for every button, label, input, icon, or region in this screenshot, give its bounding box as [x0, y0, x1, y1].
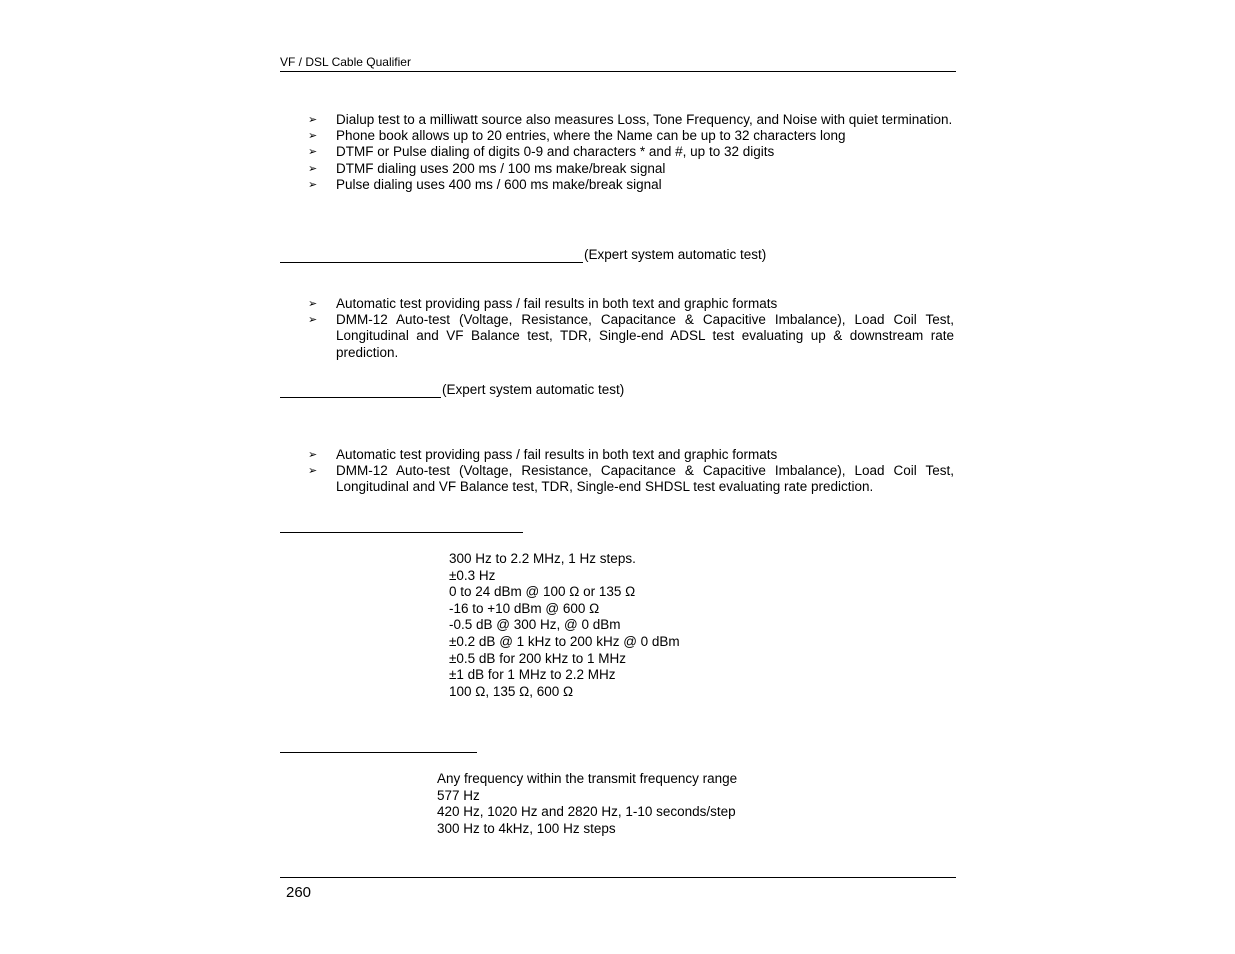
list-item: ➢ Automatic test providing pass / fail results in both text and graphic formats [308, 447, 778, 462]
section-heading-underline [280, 752, 477, 753]
spec-value: -0.5 dB @ 300 Hz, @ 0 dBm [449, 617, 621, 633]
list-item: ➢ DMM-12 Auto-test (Voltage, Resistance, Capacitance & Capacitive Imbalance), Load Coil Test, Longitudinal and VF Balance test, TDR, Single-end SHDSL test evaluating rate prediction. [308, 463, 954, 495]
spec-value: -16 to +10 dBm @ 600 Ω [449, 600, 600, 616]
spec-value: 420 Hz, 1020 Hz and 2820 Hz, 1-10 seconds/step [437, 804, 736, 820]
spec-value: ±0.5 dB for 200 kHz to 1 MHz [449, 650, 626, 666]
spec-value: 577 Hz [437, 787, 480, 803]
spec-value: Any frequency within the transmit frequency range [437, 771, 738, 786]
spec-value: 300 Hz to 2.2 MHz, 1 Hz steps. [449, 551, 636, 566]
adsl-autotest-feature-list [308, 296, 954, 361]
running-header-title: VF / DSL Cable Qualifier [280, 55, 411, 69]
arrowhead-bullet-icon: ➢ [308, 177, 318, 191]
shdsl-autotest-feature-list [308, 447, 954, 496]
list-item: ➢ DMM-12 Auto-test (Voltage, Resistance, Capacitance & Capacitive Imbalance), Load Coil Test, Longitudinal and VF Balance test, TDR, Single-end ADSL test evaluating up & downstream rate prediction. [308, 312, 954, 360]
list-item: ➢ Dialup test to a milliwatt source also measures Loss, Tone Frequency, and Noise with quiet termination. [308, 112, 953, 127]
section-heading-underline [280, 532, 523, 533]
arrowhead-bullet-icon: ➢ [308, 113, 318, 126]
list-item: ➢ DTMF or Pulse dialing of digits 0-9 and characters * and #, up to 32 digits [308, 144, 775, 160]
list-item: ➢ Pulse dialing uses 400 ms / 600 ms make/break signal [308, 176, 662, 192]
list-item: ➢ Automatic test providing pass / fail results in both text and graphic formats [308, 296, 778, 311]
arrowhead-bullet-icon: ➢ [308, 161, 318, 175]
arrowhead-bullet-icon: ➢ [308, 129, 318, 143]
spec-value: 100 Ω, 135 Ω, 600 Ω [449, 683, 574, 699]
arrowhead-bullet-icon: ➢ [308, 297, 318, 310]
arrowhead-bullet-icon: ➢ [308, 464, 318, 478]
spec-value: ±0.2 dB @ 1 kHz to 200 kHz @ 0 dBm [449, 633, 680, 649]
dialup-feature-list [308, 112, 954, 193]
list-item: ➢ Phone book allows up to 20 entries, where the Name can be up to 32 characters long [308, 128, 846, 144]
arrowhead-bullet-icon: ➢ [308, 313, 318, 327]
transmit-spec-values [449, 551, 680, 700]
spec-value: ±0.3 Hz [449, 567, 496, 583]
section-subtitle: (Expert system automatic test) [584, 247, 767, 262]
section-subtitle: (Expert system automatic test) [442, 382, 625, 397]
arrowhead-bullet-icon: ➢ [308, 448, 318, 461]
section-heading-underline [280, 262, 583, 263]
spec-value: 0 to 24 dBm @ 100 Ω or 135 Ω [449, 584, 636, 600]
section-heading-underline [280, 397, 441, 398]
spec-value: 300 Hz to 4kHz, 100 Hz steps [437, 820, 616, 836]
header-rule [280, 71, 956, 72]
page-number: 260 [286, 884, 312, 901]
tone-spec-values [437, 771, 737, 837]
arrowhead-bullet-icon: ➢ [308, 145, 318, 159]
footer-rule [280, 877, 956, 878]
list-item: ➢ DTMF dialing uses 200 ms / 100 ms make/break signal [308, 160, 666, 176]
spec-value: ±1 dB for 1 MHz to 2.2 MHz [449, 667, 616, 683]
